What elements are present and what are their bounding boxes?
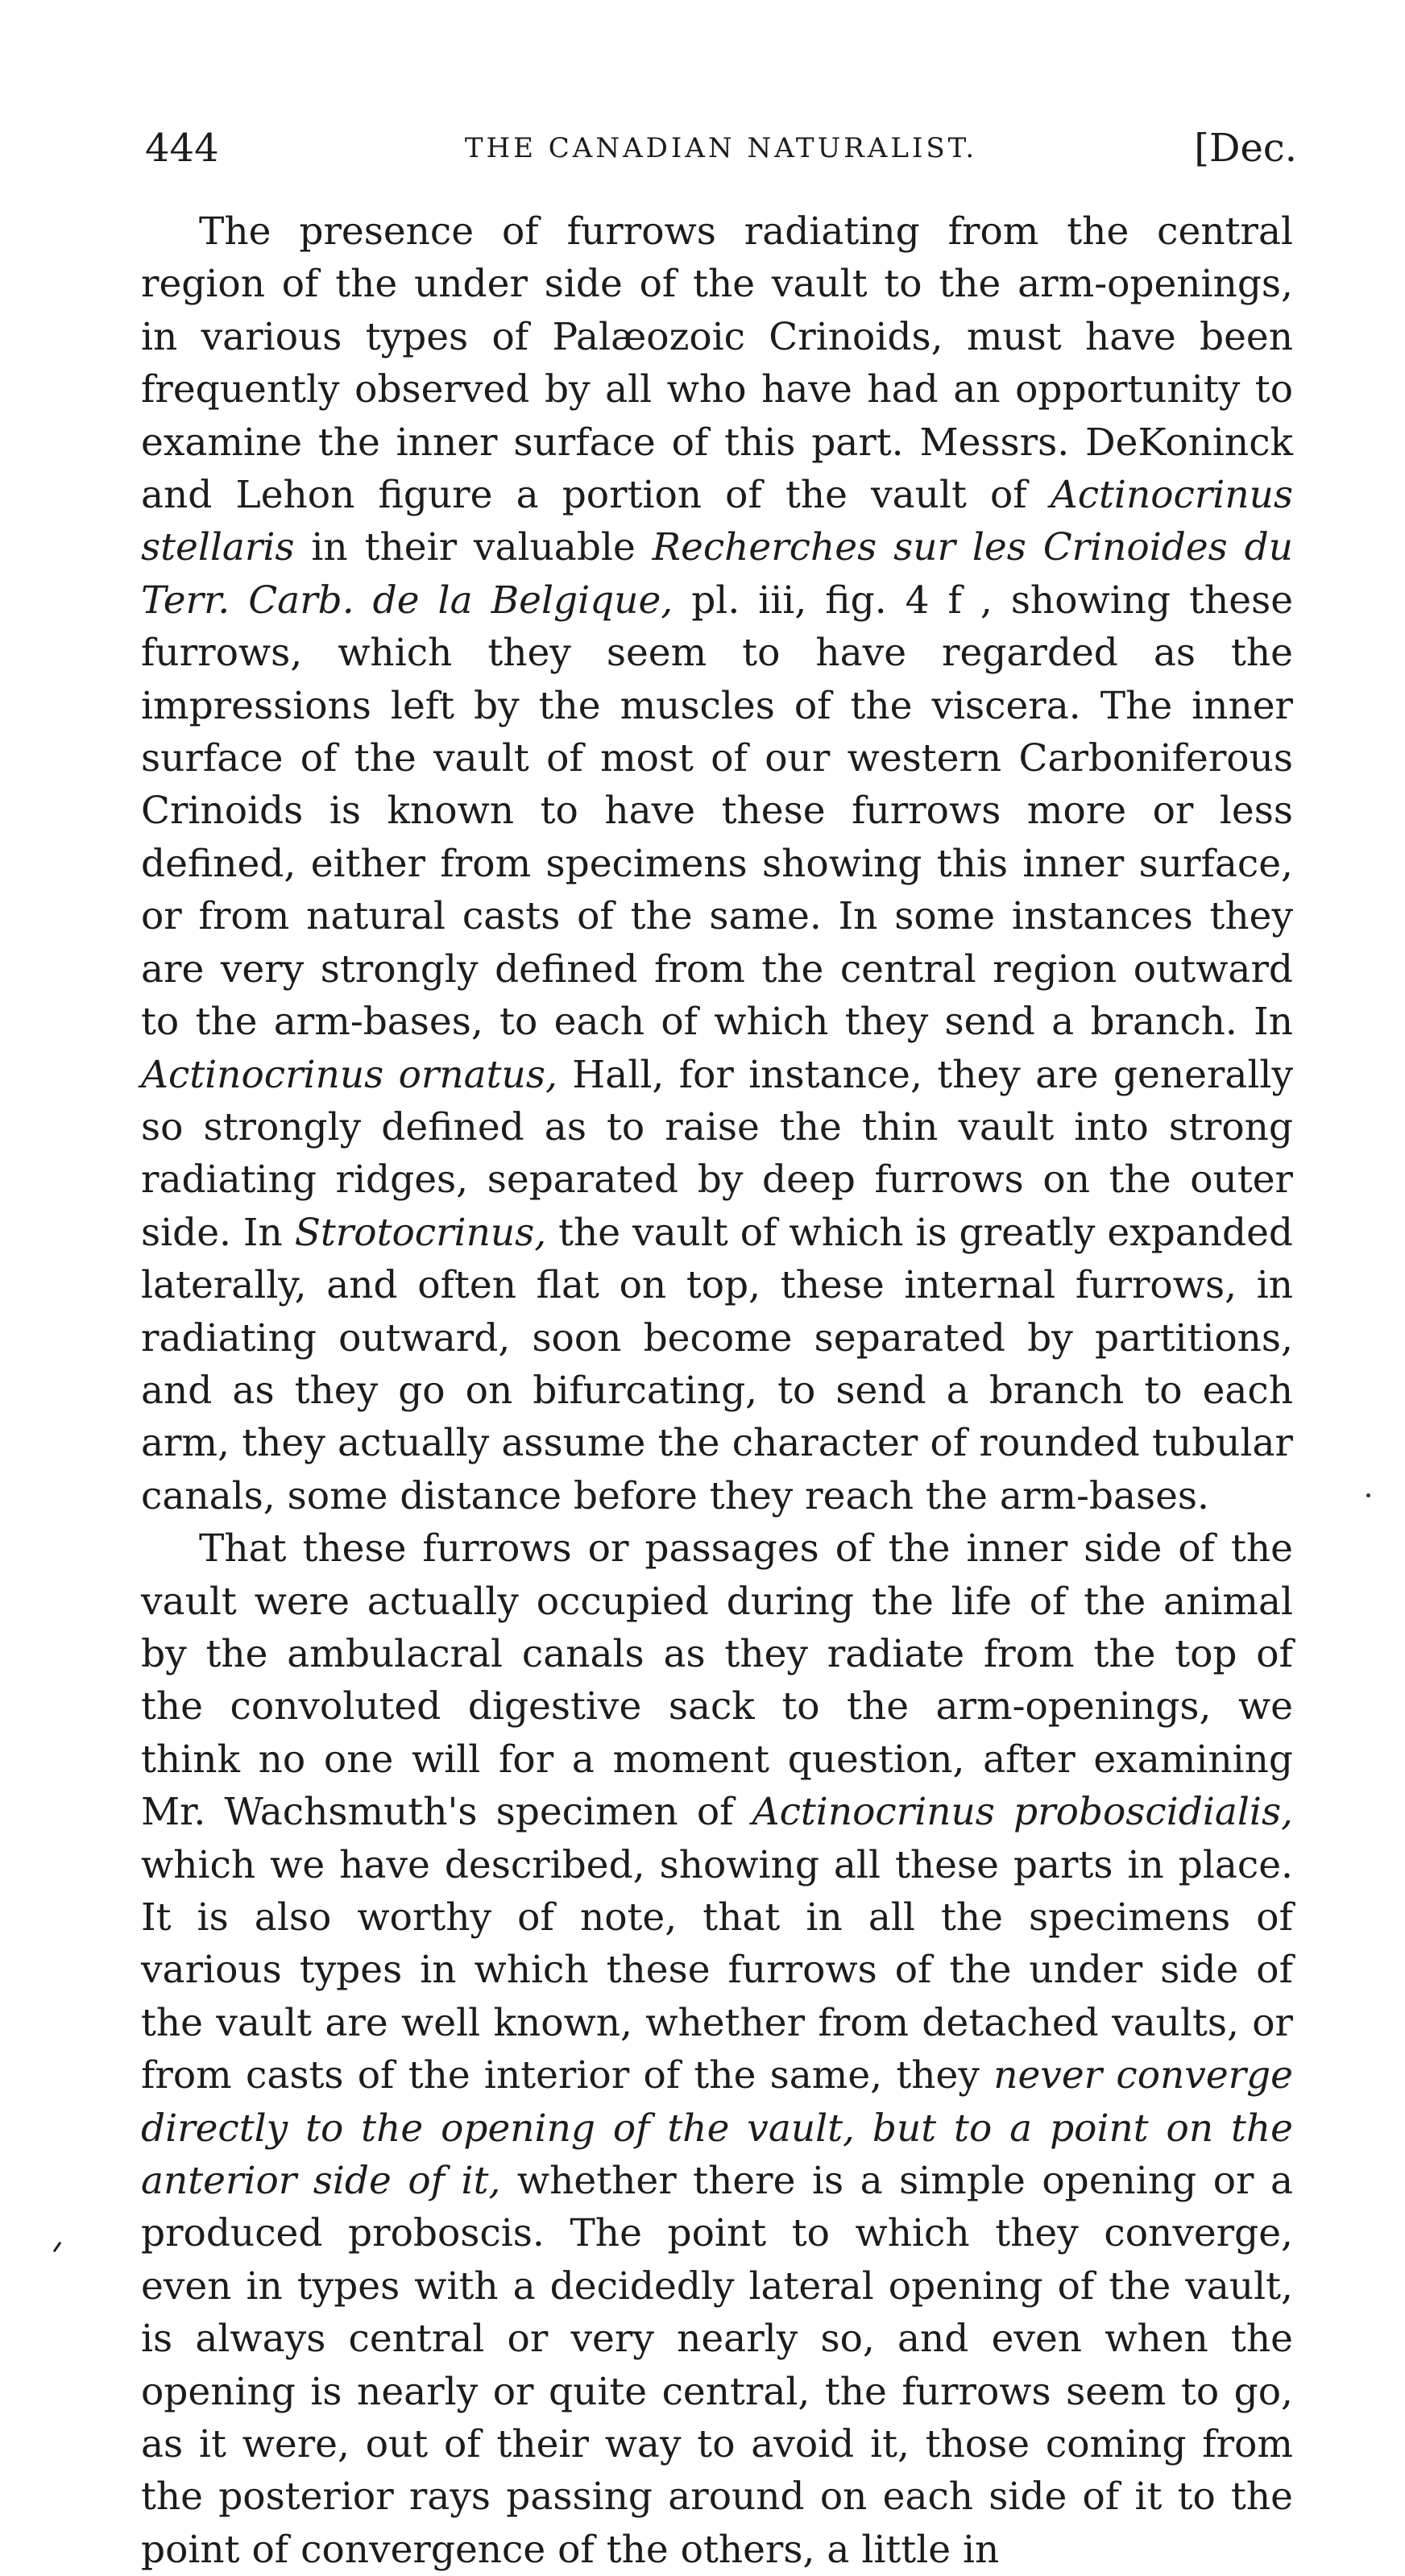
- text-run: Hall, for instance, they are generally so strongly defined as to raise the thin vault into strong radiating ridges, separated by deep furrows on the outer side. In: [141, 1052, 1294, 1255]
- header-month: [Dec.: [1194, 126, 1297, 171]
- text-run: The presence of furrows radiating from the central region of the under side of the vault to the arm-openings, in various types of Palæozoic Crinoids, must have been frequently observed by all who have had an opportunity to examine the inner surface of this part. Messrs. DeKoninck and Lehon figure a portion of the vault of: [141, 209, 1293, 518]
- paragraph-1: [141, 205, 1293, 1522]
- italic-emphasis: never converge directly to the opening of the vault, but to a point on the anterior side of it,: [141, 2053, 1293, 2204]
- text-run: the vault of which is greatly expanded laterally, and often flat on top, these internal furrows, in radiating outward, soon become separated by partitions, and as they go on bifurcating, to send a branch to each arm, they actually assume the character of rounded tubular canals, some distance before they reach the arm-bases.: [141, 1210, 1294, 1518]
- italic-taxon: Actinocrinus ornatus,: [141, 1052, 557, 1097]
- italic-taxon: Actinocrinus proboscidialis,: [752, 1790, 1293, 1835]
- italic-citation: Recherches sur les Crinoides du Terr. Carb. de la Belgique,: [141, 525, 1293, 623]
- margin-tick-mark: [53, 2242, 61, 2252]
- page-header: [145, 121, 1297, 177]
- italic-taxon: Strotocrinus,: [294, 1210, 547, 1255]
- text-run: which we have described, showing all these parts in place. It is also worthy of note, that in all the specimens of various types in which these furrows of the under side of the vault are well known, whether from detached vaults, or from casts of the interior of the same, they: [141, 1842, 1293, 2098]
- running-title: THE CANADIAN NATURALIST.: [464, 132, 978, 164]
- text-run: in their valuable: [294, 525, 653, 570]
- text-run: pl. iii, fig. 4 f , showing these furrows, which they seem to have regarded as the impressions left by the muscles of the viscera. The inner surface of the vault of most of our western Carboniferous Crinoids is known to have these furrows more or less defined, either from specimens showing this inner surface, or from natural casts of the same. In some instances they are very strongly defined from the central region outward to the arm-bases, to each of which they send a branch. In: [141, 578, 1294, 1045]
- page-number: 444: [145, 126, 219, 171]
- body-text: [141, 205, 1293, 2576]
- margin-dot-mark: [1366, 1493, 1370, 1497]
- text-run: whether there is a simple opening or a produced proboscis. The point to which they converge, even in types with a decidedly lateral opening of the vault, is always central or very nearly so, and even when the opening is nearly or quite central, the furrows seem to go, as it were, out of their way to avoid it, those coming from the posterior rays passing around on each side of it to the point of convergence of the others, a little in: [141, 2159, 1293, 2572]
- text-run: That these furrows or passages of the inner side of the vault were actually occupied during the life of the animal by the ambulacral canals as they radiate from the top of the convoluted digestive sack to the arm-openings, we think no one will for a moment question, after examining Mr. Wachsmuth's specimen of: [141, 1526, 1293, 1835]
- italic-taxon: Actinocrinus stellaris: [141, 473, 1293, 570]
- paragraph-2: [141, 1522, 1293, 2576]
